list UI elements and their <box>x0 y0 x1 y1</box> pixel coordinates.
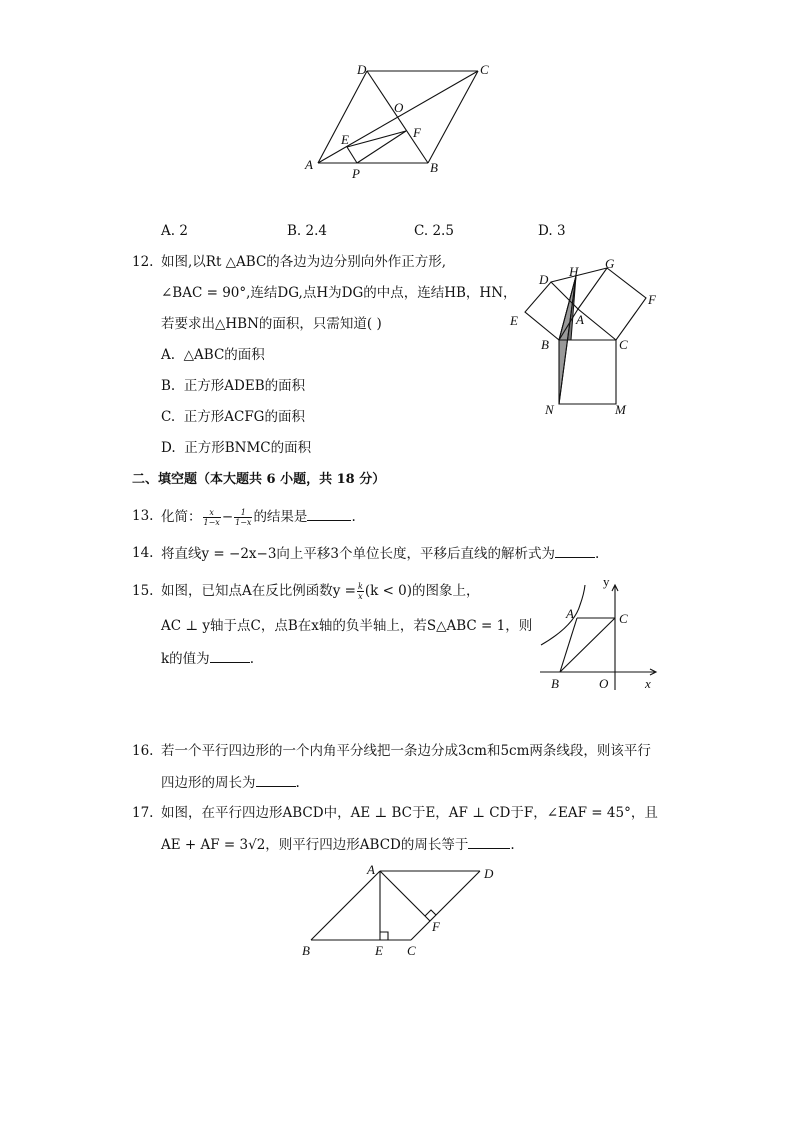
q16-line-2: 四边形的周长为 . <box>161 772 300 793</box>
q16-line-1: 若一个平行四边形的一个内角平分线把一条边分成3cm和5cm两条线段，则该平行 <box>161 743 651 759</box>
q13-question: 化简： $\frac{x}{1-x}$ − $\frac{1}{1-x}$ 的结果是 . <box>161 508 356 527</box>
q12-label-h: H <box>569 264 579 279</box>
q14-question: 将直线y = −2x−3向上平移3个单位长度，平移后直线的解析式为 . <box>161 543 599 564</box>
q16-number: 16. <box>132 743 154 759</box>
q15-figure <box>535 574 665 694</box>
q11-option-d[interactable]: D. 3 <box>538 223 566 239</box>
q12-label-m: M <box>615 402 626 417</box>
q11-label-c: C <box>480 62 489 77</box>
q17-line-2: AE + AF = 3√2，则平行四边形ABCD的周长等于 . <box>161 834 515 855</box>
section-heading-fill-in: 二、填空题（本大题共 6 小题，共 18 分） <box>132 472 386 487</box>
q12-line-2: ∠BAC = 90°,连结DG,点H为DG的中点，连结HB，HN， <box>161 285 517 301</box>
q12-line-3: 若要求出△HBN的面积，只需知道( ) <box>161 316 382 332</box>
q12-line-1: 如图,以Rt △ABC的各边为边分别向外作正方形, <box>161 254 447 270</box>
q17-label-d: D <box>484 866 494 881</box>
q16-answer-blank[interactable] <box>256 772 296 787</box>
q12-label-f: F <box>648 292 656 307</box>
q15-label-o: O <box>599 676 609 691</box>
q14-number: 14. <box>132 545 154 561</box>
q17-label-c: C <box>407 943 416 958</box>
q17-label-a: A <box>367 862 375 877</box>
q12-option-c[interactable]: C. 正方形ACFG的面积 <box>161 409 305 425</box>
q11-label-o: O <box>394 100 404 115</box>
q17-line-1: 如图，在平行四边形ABCD中，AE ⊥ BC于E，AF ⊥ CD于F，∠EAF = 45°，且 <box>161 805 658 821</box>
q17-figure <box>298 860 508 960</box>
q11-label-b: B <box>430 160 438 175</box>
q11-option-c[interactable]: C. 2.5 <box>414 223 454 239</box>
q11-option-a[interactable]: A. 2 <box>161 223 188 239</box>
q15-label-c: C <box>619 611 628 626</box>
q15-label-b: B <box>551 676 559 691</box>
q15-line-3: k的值为 . <box>161 648 254 669</box>
q12-figure <box>505 258 665 420</box>
q13-fraction-2: $\frac{1}{1-x}$ <box>235 508 252 527</box>
q12-label-n: N <box>545 402 554 417</box>
q15-label-x: x <box>645 676 651 691</box>
q15-line-1: 如图，已知点A在反比例函数y = $\frac{k}{x}$ (k < 0)的图象上， <box>161 582 480 601</box>
q12-label-e: E <box>510 313 518 328</box>
q13-answer-blank[interactable] <box>307 506 351 521</box>
q17-label-f: F <box>432 919 440 934</box>
q12-option-d[interactable]: D. 正方形BNMC的面积 <box>161 440 312 456</box>
q12-option-b[interactable]: B. 正方形ADEB的面积 <box>161 378 306 394</box>
q12-label-g: G <box>605 258 615 271</box>
q13-fraction-1: $\frac{x}{1-x}$ <box>203 508 220 527</box>
q14-answer-blank[interactable] <box>555 543 595 558</box>
q12-label-c: C <box>619 337 628 352</box>
q11-label-a: A <box>305 157 313 172</box>
q17-answer-blank[interactable] <box>468 834 510 849</box>
q12-label-d: D <box>539 272 549 287</box>
q17-label-e: E <box>375 943 383 958</box>
q15-number: 15. <box>132 583 154 599</box>
q13-number: 13. <box>132 508 154 524</box>
q11-label-f: F <box>413 125 421 140</box>
q12-number: 12. <box>132 254 154 270</box>
q15-answer-blank[interactable] <box>210 648 250 663</box>
q15-fraction: $\frac{k}{x}$ <box>357 582 363 601</box>
q17-label-b: B <box>302 943 310 958</box>
q12-label-b: B <box>541 337 549 352</box>
q11-label-d: D <box>357 62 367 77</box>
q11-label-p: P <box>352 166 360 181</box>
q15-label-y: y <box>603 574 610 589</box>
q11-label-e: E <box>341 132 349 147</box>
q11-option-b[interactable]: B. 2.4 <box>287 223 327 239</box>
q12-option-a[interactable]: A. △ABC的面积 <box>161 347 265 363</box>
q15-line-2: AC ⊥ y轴于点C，点B在x轴的负半轴上，若S△ABC = 1，则 <box>161 618 533 634</box>
q11-figure <box>300 58 500 183</box>
q12-label-a: A <box>576 312 584 327</box>
q15-label-a: A <box>566 606 574 621</box>
q17-number: 17. <box>132 805 154 821</box>
